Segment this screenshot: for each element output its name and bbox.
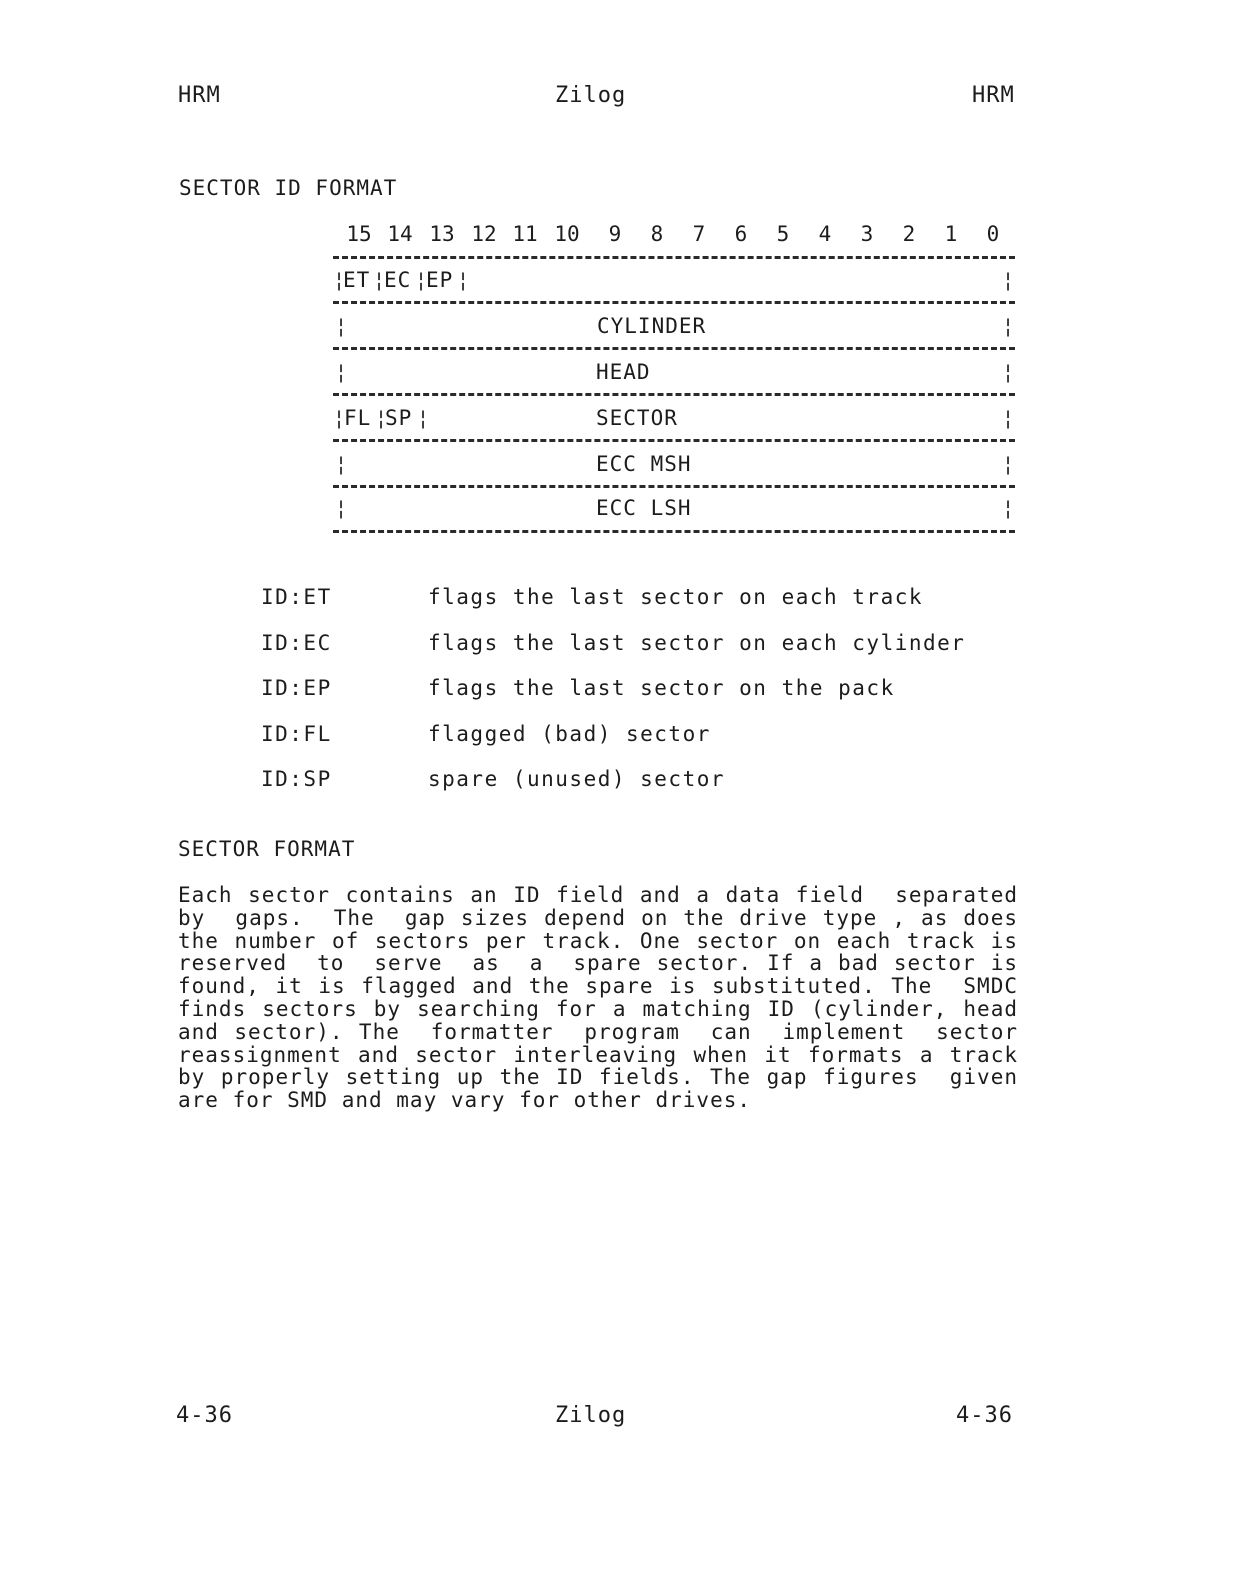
paragraph-line: found, it is flagged and the spare is substituted. The SMDC xyxy=(178,974,1018,999)
field-ecc-lsh: ECC LSH xyxy=(596,496,692,520)
bit-number: 12 xyxy=(471,222,497,246)
field-divider: ¦ xyxy=(1002,360,1015,384)
bit-number: 4 xyxy=(818,222,832,246)
bit-number: 9 xyxy=(608,222,622,246)
field-sp: SP xyxy=(385,406,413,430)
bit-number: 2 xyxy=(902,222,916,246)
separator-line xyxy=(333,439,1015,442)
field-divider: ¦ xyxy=(1002,314,1015,338)
paragraph-line: by gaps. The gap sizes depend on the drive type , as does xyxy=(178,905,1018,930)
register-row-ecc-lsh xyxy=(333,496,1015,522)
paragraph-line: reserved to serve as a spare sector. If a bad sector is xyxy=(178,951,1018,976)
footer-right: 4-36 xyxy=(956,1403,1013,1428)
paragraph-line: finds sectors by searching for a matching ID (cylinder, head xyxy=(178,996,1018,1021)
separator-line xyxy=(333,485,1015,488)
bit-number: 14 xyxy=(387,222,413,246)
paragraph-line: Each sector contains an ID field and a data field separated xyxy=(178,883,1018,907)
definition-desc: spare (unused) sector xyxy=(428,767,726,791)
bit-number: 5 xyxy=(776,222,790,246)
field-ep: EP xyxy=(426,268,454,292)
definition-desc: flags the last sector on the pack xyxy=(428,676,895,700)
field-divider: ¦ xyxy=(375,406,388,430)
field-divider: ¦ xyxy=(1002,452,1015,476)
bit-number: 3 xyxy=(860,222,874,246)
field-divider: ¦ xyxy=(335,360,348,384)
register-row-ecc-msh xyxy=(333,452,1015,478)
separator-line xyxy=(333,301,1015,304)
separator-line xyxy=(333,347,1015,350)
field-ecc-msh: ECC MSH xyxy=(596,452,692,476)
separator-line xyxy=(333,393,1015,396)
paragraph-line: are for SMD and may vary for other drives. xyxy=(178,1088,752,1113)
field-cylinder: CYLINDER xyxy=(597,314,707,338)
field-divider: ¦ xyxy=(335,452,348,476)
field-divider: ¦ xyxy=(1002,406,1015,430)
bit-number: 11 xyxy=(512,222,538,246)
bit-number: 8 xyxy=(650,222,664,246)
header-center: Zilog xyxy=(555,83,627,108)
section-title-sector-id-format: SECTOR ID FORMAT xyxy=(179,176,398,200)
header-left: HRM xyxy=(178,83,221,108)
register-row-cylinder xyxy=(333,314,1015,340)
bit-number: 15 xyxy=(346,222,372,246)
bit-number: 10 xyxy=(554,222,580,246)
bit-number: 1 xyxy=(944,222,958,246)
definition-term: ID:EC xyxy=(261,631,332,655)
paragraph-line: by properly setting up the ID fields. The gap figures given xyxy=(178,1065,1018,1090)
bit-number: 0 xyxy=(986,222,1000,246)
field-divider: ¦ xyxy=(333,406,346,430)
definition-term: ID:EP xyxy=(261,676,332,700)
definition-desc: flags the last sector on each cylinder xyxy=(428,631,966,655)
register-row-head xyxy=(333,360,1015,386)
definition-term: ID:SP xyxy=(261,767,332,791)
field-fl: FL xyxy=(344,406,372,430)
field-ec: EC xyxy=(384,268,412,292)
field-et: ET xyxy=(343,268,371,292)
field-divider: ¦ xyxy=(417,406,430,430)
field-divider: ¦ xyxy=(457,268,470,292)
section-title-sector-format: SECTOR FORMAT xyxy=(178,837,356,861)
definition-term: ID:ET xyxy=(261,585,332,609)
field-divider: ¦ xyxy=(415,268,428,292)
paragraph-line: and sector). The formatter program can implement sector xyxy=(178,1019,1018,1044)
field-head: HEAD xyxy=(596,360,651,384)
field-divider: ¦ xyxy=(335,314,348,338)
bit-number-row xyxy=(336,222,1016,250)
field-divider: ¦ xyxy=(335,496,348,520)
sector-id-register-diagram xyxy=(333,256,1015,536)
definition-term: ID:FL xyxy=(261,722,332,746)
paragraph-line: reassignment and sector interleaving when it formats a track xyxy=(178,1042,1018,1067)
bit-number: 7 xyxy=(692,222,706,246)
footer-left: 4-36 xyxy=(176,1403,233,1428)
field-divider: ¦ xyxy=(333,268,346,292)
separator-line xyxy=(333,256,1015,259)
footer-center: Zilog xyxy=(555,1403,627,1428)
sector-format-paragraph xyxy=(178,884,1018,1112)
bit-number: 13 xyxy=(429,222,455,246)
definition-desc: flagged (bad) sector xyxy=(428,722,711,746)
bit-number: 6 xyxy=(734,222,748,246)
header-right: HRM xyxy=(972,83,1015,108)
separator-line xyxy=(333,530,1015,533)
register-row-sector xyxy=(333,406,1015,432)
field-divider: ¦ xyxy=(1002,268,1015,292)
definition-desc: flags the last sector on each track xyxy=(428,585,924,609)
field-divider: ¦ xyxy=(373,268,386,292)
register-row-flags xyxy=(333,268,1015,294)
field-divider: ¦ xyxy=(1002,496,1015,520)
field-sector: SECTOR xyxy=(596,406,678,430)
paragraph-line: the number of sectors per track. One sector on each track is xyxy=(178,928,1018,953)
